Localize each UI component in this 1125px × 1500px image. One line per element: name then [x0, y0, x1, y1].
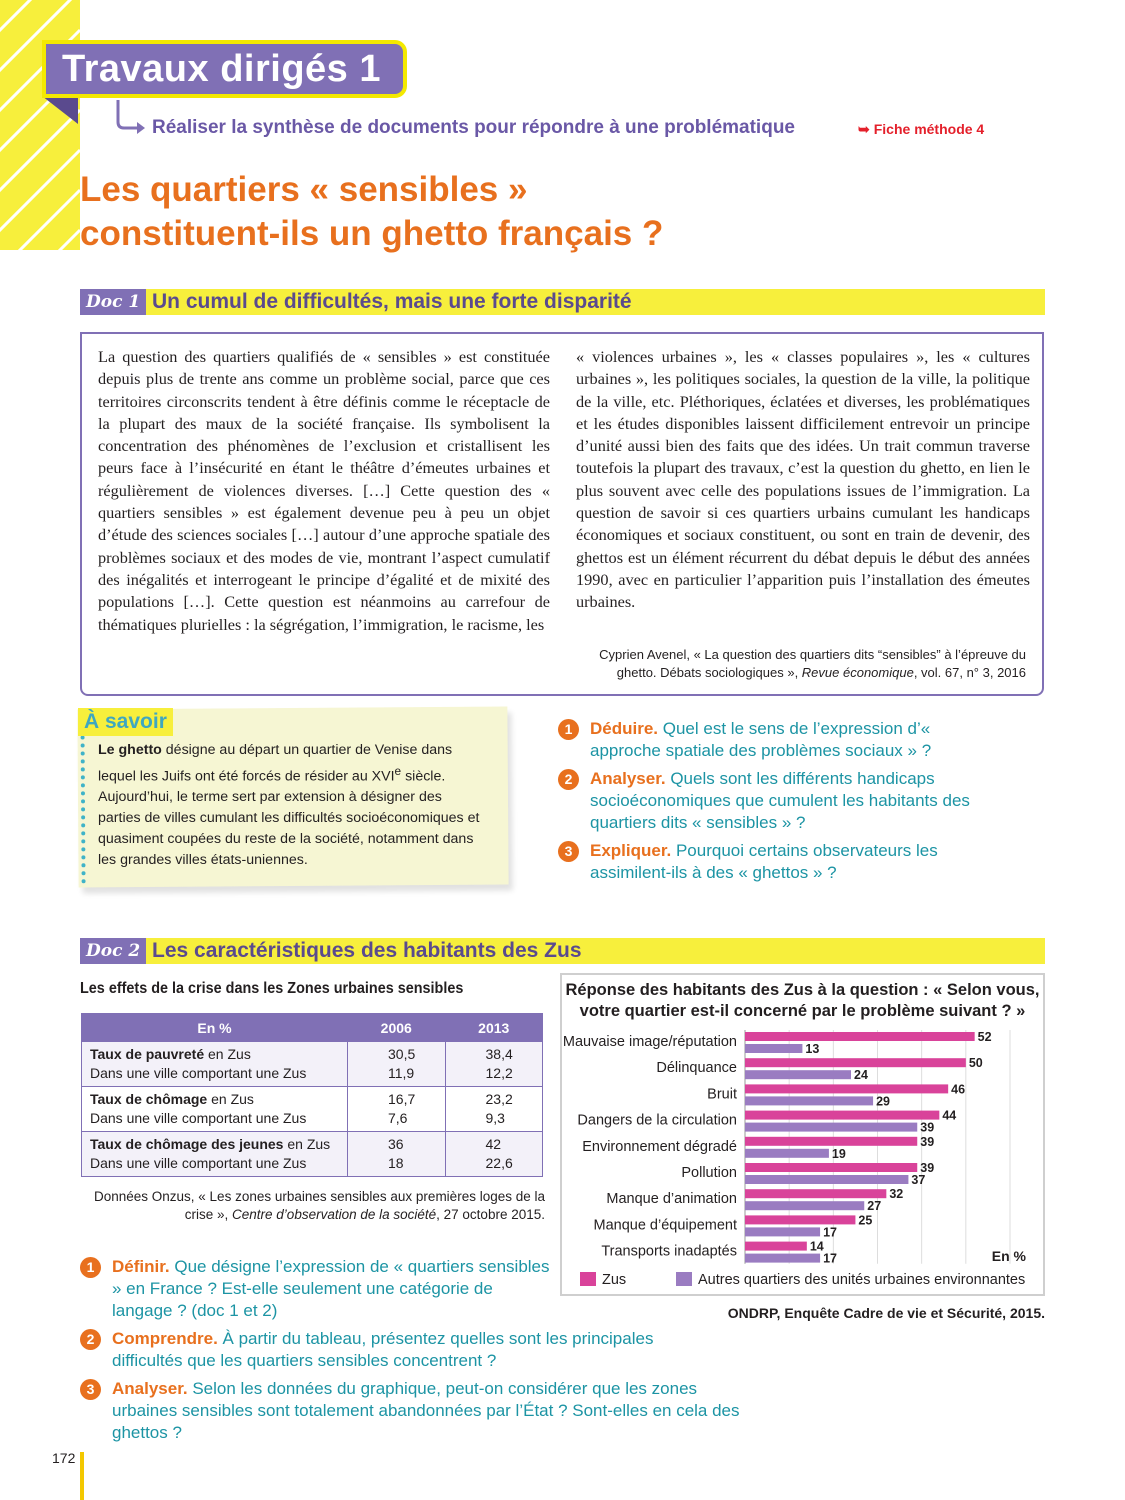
value: 16,7	[388, 1091, 416, 1107]
category-label: Mauvaise image/réputation	[562, 1034, 737, 1050]
data-label: 27	[867, 1199, 882, 1214]
question-text: Que désigne l’expression de « quartiers sensibles » en France ? Est-elle seulement une catégorie de langage ? (doc 1 et 2)	[112, 1257, 550, 1320]
table-row	[82, 1042, 543, 1087]
category-label: Manque d’animation	[606, 1191, 737, 1208]
row-label-rest: en Zus	[204, 1046, 251, 1062]
data-label: 32	[889, 1187, 904, 1202]
source-journal: Revue économique	[801, 665, 914, 680]
category-label: Manque d’équipement	[593, 1217, 737, 1234]
question-item	[558, 718, 998, 762]
main-title	[80, 168, 900, 256]
question-text: Quels sont les différents handicaps socioéconomiques que cumulent les habitants des quartiers dits « sensibles » ?	[590, 769, 970, 832]
row-label-bold: Taux de chômage des jeunes	[90, 1136, 284, 1152]
header-cell: 2006	[348, 1014, 446, 1042]
questions-doc2	[80, 1256, 760, 1450]
bar-autres	[745, 1096, 873, 1105]
bar-autres	[745, 1201, 864, 1210]
category-label: Délinquance	[656, 1060, 737, 1077]
savoir-term: Le ghetto	[98, 742, 162, 758]
data-label: 37	[911, 1173, 926, 1187]
bar-autres	[745, 1070, 851, 1079]
fiche-methode-link[interactable]	[858, 121, 984, 138]
value: 12,2	[485, 1065, 513, 1081]
value: 9,3	[485, 1110, 505, 1126]
cell-2006	[348, 1132, 446, 1177]
cell-2013	[445, 1087, 543, 1132]
table-header-row	[82, 1014, 543, 1042]
row-label-bold: Taux de pauvreté	[90, 1046, 205, 1062]
value: 23,2	[485, 1091, 513, 1107]
data-label: 50	[968, 1056, 983, 1071]
value: 36	[388, 1136, 404, 1152]
question-item	[558, 840, 998, 884]
doc1-tag: Doc 1	[80, 289, 146, 315]
row-label-bold: Taux de chômage	[90, 1091, 208, 1107]
savoir-text-b: siècle. Aujourd’hui, le terme sert par extension à désigner des parties de villes cumulant les difficultés socioéconomiques et quasiment coupées du reste de la société, notamment dans les grandes villes états-uniennes.	[98, 768, 480, 868]
crisis-table	[81, 1013, 543, 1177]
doc1-text-right: « violences urbaines », les « classes populaires », les « cultures urbaines », les politiques sociales, la question de la ville, la politique de la ville, etc. Pléthoriques, éclatées et diverses, les problématiques et les études disponibles laissent difficilement entrevoir un principe d’unité aussi bien des faits que des idées. Un trait commun traverse toutefois la plupart des travaux, c’est la question du ghetto, en lien le plus souvent avec celle des populations issues de l’immigration. La question de savoir si ces quartiers urbains cumulant les handicaps économiques et sociaux constituent, ou sont en train de devenir, des ghettos est un élément récurrent du débat depuis le début des années 1990, avec en particulier l’apparition puis l’installation des émeutes urbaines.	[576, 347, 1030, 612]
data-label: 46	[951, 1082, 966, 1097]
bar-zus	[745, 1242, 807, 1251]
category-label: Bruit	[707, 1086, 737, 1103]
doc1-title: Un cumul de difficultés, mais une forte disparité	[152, 290, 632, 313]
row-label	[82, 1087, 348, 1132]
row-label	[82, 1042, 348, 1087]
row-label-rest: en Zus	[207, 1091, 254, 1107]
category-label: Dangers de la circulation	[577, 1112, 737, 1129]
doc2-header	[80, 938, 1045, 964]
title-tab-flap	[42, 96, 78, 124]
question-verb: Déduire.	[590, 719, 659, 738]
table-source-end: , 27 octobre 2015.	[436, 1207, 545, 1222]
source-main: Cyprien Avenel, « La question des quartiers dits “sensibles” à l’épreuve du ghetto. Débats sociologiques »,	[599, 647, 1026, 680]
fiche-methode-label: Fiche méthode 4	[873, 121, 985, 137]
data-label: 17	[823, 1225, 837, 1240]
page-title-tab: Travaux dirigés 1	[42, 40, 407, 98]
row-label-sub: Dans une ville comportant une Zus	[90, 1110, 307, 1126]
doc1-text-box	[80, 332, 1044, 696]
category-label: Transports inadaptés	[601, 1243, 737, 1260]
data-label: 39	[920, 1161, 935, 1175]
data-label: 52	[977, 1030, 992, 1044]
data-label: 39	[920, 1120, 935, 1135]
value: 7,6	[388, 1110, 408, 1126]
bar-zus	[745, 1058, 966, 1067]
source-end: , vol. 67, n° 3, 2016	[913, 665, 1026, 680]
bar-autres	[745, 1149, 829, 1158]
question-text: À partir du tableau, présentez quelles sont les principales difficultés que les quartiers sensibles concentrent ?	[112, 1329, 654, 1370]
main-title-line-1: Les quartiers « sensibles »	[80, 170, 528, 209]
bar-autres	[745, 1044, 802, 1053]
data-label: 29	[876, 1094, 890, 1109]
value: 11,9	[388, 1065, 415, 1081]
data-label: 14	[809, 1239, 824, 1254]
data-label: 44	[942, 1108, 957, 1123]
header-cell: En %	[82, 1014, 348, 1042]
savoir-sup: e	[394, 763, 402, 778]
question-item	[80, 1256, 550, 1322]
data-label: 19	[831, 1146, 846, 1161]
legend-label: Autres quartiers des unités urbaines environnantes	[698, 1272, 1026, 1288]
question-verb: Analyser.	[112, 1379, 188, 1398]
chart-source: ONDRP, Enquête Cadre de vie et Sécurité, 2015.	[727, 1305, 1045, 1321]
question-text: Selon les données du graphique, peut-on considérer que les zones urbaines sensibles sont totalement abandonnées par l’État ? Sont-elles en cela des ghettos ?	[112, 1379, 740, 1442]
question-verb: Comprendre.	[112, 1329, 218, 1348]
value: 42	[485, 1136, 502, 1152]
bar-zus	[745, 1084, 948, 1093]
arrow-return-icon	[113, 100, 149, 136]
cell-2006	[348, 1042, 446, 1087]
bar-zus	[745, 1111, 939, 1120]
bar-zus	[745, 1137, 917, 1146]
main-title-line-2: constituent-ils un ghetto français ?	[80, 214, 664, 253]
decorative-stripes	[0, 0, 90, 250]
question-text: Quel est le sens de l’expression d’« approche spatiale des problèmes sociaux » ?	[590, 719, 932, 760]
data-label: 17	[823, 1251, 837, 1266]
row-label-sub: Dans une ville comportant une Zus	[90, 1065, 307, 1081]
chart-title: Réponse des habitants des Zus à la question : « Selon vous, votre quartier est-il concerné par le problème suivant ? »	[565, 981, 1040, 1020]
row-label	[82, 1132, 348, 1177]
question-number: 1	[80, 1257, 101, 1278]
bar-zus	[745, 1215, 855, 1224]
table-title: Les effets de la crise dans les Zones urbaines sensibles	[80, 980, 464, 997]
cell-2013	[445, 1132, 543, 1177]
question-verb: Analyser.	[590, 769, 666, 788]
question-item	[558, 768, 998, 834]
question-verb: Définir.	[112, 1257, 170, 1276]
doc2-tag: Doc 2	[80, 938, 146, 964]
a-savoir-title: À savoir	[78, 708, 173, 736]
bar-autres	[745, 1227, 820, 1236]
doc1-source	[586, 646, 1026, 682]
category-label: Pollution	[681, 1165, 737, 1181]
arrow-right-icon: ➥	[858, 121, 870, 137]
doc1-text-left: La question des quartiers qualifiés de « sensibles » est constituée depuis plus de trente ans comme un problème social, parce que ces territoires circonscrits tendent à être définis comme le réceptacle de la plupart des maux de la société française. Ils symbolisent la concentration des phénomènes de l’exclusion et cristallisent les peurs face à l’insécurité en étant le théâtre d’émeutes urbaines et régulièrement de violences diverses. […] Cette question des « quartiers sensibles » est également devenue peu à peu un objet d’étude des sciences sociales […] autour d’une approche spatiale des problèmes sociaux et des modes de vie, montrant l’aspect cumulatif des inégalités et interrogeant le principe d’égalité et de mixité des populations […]. Cette question est néanmoins au carrefour de thématiques plurielles : la ségrégation, l’immigration, le racisme, les	[98, 347, 550, 634]
bar-autres	[745, 1123, 917, 1132]
bar-zus	[745, 1032, 975, 1041]
doc2-title: Les caractéristiques des habitants des Zus	[152, 939, 582, 962]
questions-doc1	[558, 718, 998, 890]
question-number: 2	[558, 769, 579, 790]
question-item	[80, 1328, 680, 1372]
data-label: 13	[805, 1042, 820, 1056]
page-number: 172	[52, 1450, 76, 1466]
question-item	[80, 1378, 760, 1444]
page-edge-bar	[80, 1452, 84, 1500]
bar-autres	[745, 1175, 908, 1184]
table-source	[90, 1188, 545, 1224]
a-savoir-text	[98, 740, 488, 871]
cell-2006	[348, 1087, 446, 1132]
question-text: Pourquoi certains observateurs les assimilent-ils à des « ghettos » ?	[590, 841, 938, 882]
question-verb: Expliquer.	[590, 841, 672, 860]
table-source-italic: Centre d’observation de la société	[232, 1207, 437, 1222]
table-source-main: Données Onzus, « Les zones urbaines sensibles aux premières loges de la crise »,	[93, 1189, 545, 1222]
legend-label: Zus	[602, 1272, 627, 1288]
question-number: 2	[80, 1329, 101, 1350]
question-number: 3	[558, 841, 579, 862]
unit-label: En %	[991, 1248, 1026, 1264]
cell-2013	[445, 1042, 543, 1087]
bar-zus	[745, 1163, 917, 1172]
subtitle: Réaliser la synthèse de documents pour répondre à une problématique	[152, 117, 795, 138]
value: 22,6	[485, 1155, 513, 1171]
question-number: 3	[80, 1379, 101, 1400]
value: 30,5	[388, 1046, 416, 1062]
data-label: 39	[920, 1134, 935, 1149]
header-cell: 2013	[445, 1014, 543, 1042]
data-label: 25	[858, 1213, 873, 1228]
row-label-rest: en Zus	[283, 1136, 331, 1152]
bar-zus	[745, 1189, 886, 1198]
table-row	[82, 1132, 543, 1177]
data-label: 24	[854, 1068, 868, 1083]
question-number: 1	[558, 719, 579, 740]
value: 18	[388, 1155, 404, 1171]
value: 38,4	[485, 1046, 513, 1062]
savoir-text-a: désigne au départ un quartier de Venise dans lequel les Juifs ont été forcés de résider au XVI	[98, 742, 453, 785]
table-row	[82, 1087, 543, 1132]
row-label-sub: Dans une ville comportant une Zus	[90, 1155, 307, 1171]
dotted-border	[81, 735, 86, 883]
doc1-header	[80, 289, 1045, 315]
category-label: Environnement dégradé	[582, 1138, 737, 1155]
